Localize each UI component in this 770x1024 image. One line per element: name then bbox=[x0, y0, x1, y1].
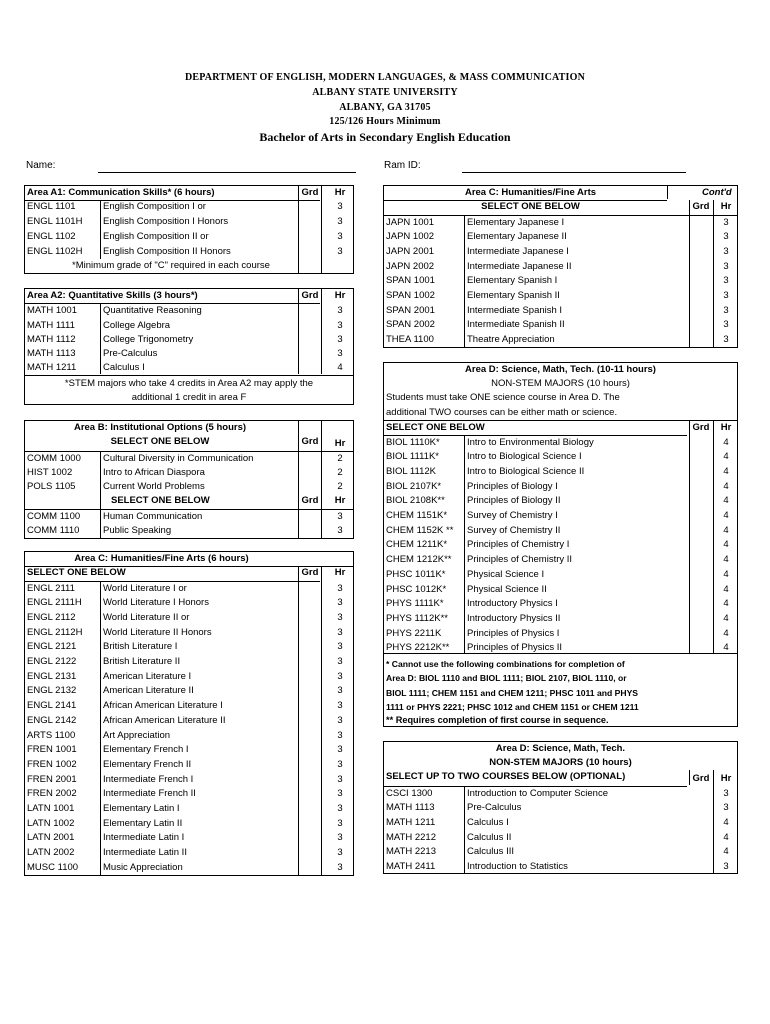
grd-header: Grd bbox=[301, 187, 319, 198]
course-row bbox=[25, 773, 353, 788]
course-hours: 4 bbox=[723, 436, 729, 448]
course-hours: 3 bbox=[337, 847, 343, 859]
course-row bbox=[25, 714, 353, 729]
course-name: Intermediate Latin II bbox=[103, 847, 187, 859]
course-hours: 3 bbox=[337, 861, 343, 873]
course-hours: 3 bbox=[337, 773, 343, 785]
course-code: FREN 1001 bbox=[27, 744, 77, 756]
ram-id-label: Ram ID: bbox=[384, 160, 421, 171]
course-hours: 4 bbox=[723, 451, 729, 463]
course-name: Calculus III bbox=[467, 846, 514, 858]
course-name: Elementary Latin II bbox=[103, 817, 183, 829]
course-hours: 4 bbox=[723, 612, 729, 624]
course-name: Introduction to Computer Science bbox=[467, 787, 608, 799]
course-hours: 4 bbox=[723, 495, 729, 507]
course-name: World Literature I or bbox=[103, 582, 187, 594]
course-code: BIOL 2108K** bbox=[386, 495, 445, 507]
course-code: JAPN 2001 bbox=[386, 245, 435, 257]
course-name: Intermediate Latin I bbox=[103, 832, 185, 844]
course-code: BIOL 1111K* bbox=[386, 451, 439, 463]
area-b-select-1: SELECT ONE BELOW bbox=[110, 436, 210, 447]
area-d-optional-select: SELECT UP TO TWO COURSES BELOW (OPTIONAL) bbox=[386, 771, 626, 782]
course-row: ENGL 1102 English Composition II or 3 bbox=[27, 231, 343, 242]
course-code: SPAN 1002 bbox=[386, 290, 435, 301]
course-row bbox=[384, 831, 737, 846]
area-a2-header: Area A2: Quantitative Skills (3 hours*) Grd Hr bbox=[25, 289, 353, 304]
course-hours: 3 bbox=[337, 700, 343, 712]
area-d-desc-2: additional TWO courses can be either math or science. bbox=[386, 407, 618, 418]
course-name: Introductory Physics I bbox=[467, 598, 558, 610]
course-name: Pre-Calculus bbox=[467, 802, 522, 814]
course-hours: 4 bbox=[723, 568, 729, 580]
course-row bbox=[384, 450, 737, 465]
course-code: MATH 2411 bbox=[386, 861, 436, 872]
course-name: Principles of Chemistry II bbox=[467, 554, 573, 566]
area-d-note-3: BIOL 1111; CHEM 1151 and CHEM 1211; PHSC 1011 and PHYS bbox=[386, 688, 639, 698]
course-hours: 4 bbox=[723, 583, 729, 595]
area-a1-table bbox=[24, 185, 354, 274]
course-row bbox=[384, 274, 737, 289]
area-c-contd-select: SELECT ONE BELOW bbox=[481, 201, 580, 212]
course-code: JAPN 1001 bbox=[386, 216, 435, 228]
course-code: SPAN 1001 bbox=[386, 275, 435, 287]
course-row: COMM 1000 Cultural Diversity in Communication 2 bbox=[27, 453, 343, 464]
course-row bbox=[25, 640, 353, 655]
course-name: Intro to Biological Science II bbox=[467, 465, 585, 477]
course-hours: 3 bbox=[337, 817, 343, 829]
course-code: CHEM 1151K* bbox=[386, 510, 448, 521]
course-hours: 3 bbox=[337, 744, 343, 756]
course-code: CHEM 1212K** bbox=[386, 554, 452, 566]
course-hours: 4 bbox=[723, 554, 729, 566]
course-name: Elementary Latin I bbox=[103, 803, 180, 814]
course-row: COMM 1110 Public Speaking 3 bbox=[27, 525, 343, 536]
area-c-select: SELECT ONE BELOW bbox=[27, 567, 126, 578]
course-code: ENGL 2122 bbox=[27, 656, 77, 667]
course-row bbox=[384, 245, 737, 260]
course-name: Music Appreciation bbox=[103, 861, 183, 873]
area-a1-title: Area A1: Communication Skills* (6 hours) bbox=[27, 187, 215, 198]
course-name: Survey of Chemistry II bbox=[467, 524, 561, 536]
course-code: THEA 1100 bbox=[386, 334, 434, 346]
course-hours: 4 bbox=[723, 816, 729, 828]
area-c-contd-title: Area C: Humanities/Fine Arts bbox=[464, 187, 597, 198]
course-hours: 3 bbox=[337, 656, 343, 667]
name-label: Name: bbox=[26, 160, 56, 171]
course-row bbox=[384, 318, 737, 333]
course-name: Intermediate French II bbox=[103, 788, 196, 800]
course-hours: 3 bbox=[337, 803, 343, 814]
course-name: Intermediate Spanish II bbox=[467, 319, 565, 331]
course-code: PHYS 2212K** bbox=[386, 642, 450, 654]
area-d-subtitle: NON-STEM MAJORS (10 hours) bbox=[491, 378, 630, 389]
course-name: American Literature I bbox=[103, 670, 192, 682]
course-code: ENGL 2131 bbox=[27, 670, 77, 682]
course-row bbox=[25, 729, 353, 744]
course-row bbox=[384, 801, 737, 816]
course-row bbox=[384, 597, 737, 612]
course-row bbox=[384, 860, 737, 875]
course-code: PHYS 1111K* bbox=[386, 598, 444, 610]
course-row: MATH 1001 Quantitative Reasoning 3 bbox=[27, 305, 343, 316]
course-hours: 3 bbox=[337, 788, 343, 800]
area-c-table: Area C: Humanities/Fine Arts (6 hours) SELECT ONE BELOW Grd Hr ENGL 2111 World Literature I or 3 ENGL 2111H World Literature I Honors 3 ENGL 2112 World Literature II or 3 ENGL 2112H World Literature II Honors 3 ENGL 2121 British Literature I 3 ENGL 2122 British Literature II 3 ENGL 2131 American Literature I 3 ENGL 2132 American Literature II 3 ENGL 2141 African American Literature I 3 ENGL 2142 African American Literature II 3 ARTS 1100 Art Appreciation 3 FREN 1001 Elementary French I 3 FREN 1002 Elementary French II 3 FREN 2001 Intermediate French I 3 FREN 2002 Intermediate French II 3 LATN 1001 Elementary Latin I 3 LATN 1002 Elementary Latin II 3 LATN 2001 Intermediate Latin I 3 LATN 2002 Intermediate Latin II 3 MUSC 1100 Music Appreciation 3 bbox=[24, 551, 354, 876]
course-row bbox=[25, 861, 353, 876]
course-row bbox=[25, 743, 353, 758]
course-row: MATH 1113 Pre-Calculus 3 bbox=[27, 348, 343, 359]
city-heading: ALBANY, GA 31705 bbox=[339, 102, 431, 113]
course-name: Theatre Appreciation bbox=[467, 334, 555, 346]
course-hours: 3 bbox=[723, 334, 729, 346]
course-name: Calculus I bbox=[467, 816, 509, 828]
course-code: ENGL 2142 bbox=[27, 714, 77, 726]
course-code: ENGL 2111H bbox=[27, 597, 82, 609]
course-name: Principles of Physics II bbox=[467, 642, 563, 654]
course-row bbox=[384, 216, 737, 231]
course-code: CSCI 1300 bbox=[386, 787, 433, 799]
course-code: JAPN 1002 bbox=[386, 231, 435, 243]
course-row: HIST 1002 Intro to African Diaspora 2 bbox=[27, 467, 343, 478]
area-a1-note: *Minimum grade of "C" required in each course bbox=[72, 260, 270, 271]
course-hours: 3 bbox=[337, 641, 343, 653]
course-name: Intermediate Japanese I bbox=[467, 245, 569, 257]
course-row bbox=[25, 611, 353, 626]
area-a2-note-2: additional 1 credit in area F bbox=[131, 392, 247, 403]
area-b-select-2: SELECT ONE BELOW bbox=[111, 495, 210, 506]
course-row bbox=[384, 230, 737, 245]
course-name: Principles of Physics I bbox=[467, 627, 560, 639]
course-row bbox=[384, 524, 737, 539]
course-hours: 4 bbox=[723, 598, 729, 610]
course-hours: 4 bbox=[723, 510, 729, 521]
course-code: BIOL 1112K bbox=[386, 465, 436, 477]
course-row bbox=[384, 583, 737, 598]
course-name: British Literature I bbox=[103, 641, 178, 653]
course-row: COMM 1100 Human Communication 3 bbox=[27, 511, 343, 522]
course-row bbox=[384, 494, 737, 509]
course-row bbox=[384, 304, 737, 319]
course-code: MUSC 1100 bbox=[27, 861, 79, 873]
area-b-table: Area B: Institutional Options (5 hours) SELECT ONE BELOW Grd Hr COMM 1000 Cultural Diversity in Communication 2 HIST 1002 Intro to African Diaspora 2 POLS 1105 Current World Problems 2 SELECT ONE BELOW Grd Hr COMM 1100 Human Communication 3 COMM 1110 Public Speaking 3 bbox=[24, 420, 354, 539]
area-c-title: Area C: Humanities/Fine Arts (6 hours) bbox=[74, 553, 249, 564]
course-hours: 4 bbox=[723, 846, 729, 858]
course-code: SPAN 2001 bbox=[386, 304, 435, 316]
course-hours: 3 bbox=[723, 275, 729, 287]
area-c-contd-table: Area C: Humanities/Fine Arts Cont'd SELECT ONE BELOW Grd Hr JAPN 1001 Elementary Japanese I 3 JAPN 1002 Elementary Japanese II 3 JAPN 2001 Intermediate Japanese I 3 JAPN 2002 Intermediate Japanese II 3 SPAN 1001 Elementary Spanish I 3 SPAN 1002 Elementary Spanish II 3 SPAN 2001 Intermediate Spanish I 3 SPAN 2002 Intermediate Spanish II 3 THEA 1100 Theatre Appreciation 3 bbox=[383, 185, 738, 348]
area-d-note-2: Area D: BIOL 1110 and BIOL 1111; BIOL 2107, BIOL 1110, or bbox=[386, 673, 627, 683]
degree-title: Bachelor of Arts in Secondary English Education bbox=[259, 130, 511, 144]
course-row bbox=[25, 758, 353, 773]
course-row bbox=[384, 816, 737, 831]
course-row bbox=[384, 612, 737, 627]
course-row bbox=[25, 582, 353, 597]
area-d-note-1: * Cannot use the following combinations for completion of bbox=[386, 659, 625, 669]
course-row bbox=[384, 333, 737, 348]
course-row bbox=[25, 787, 353, 802]
course-name: Introduction to Statistics bbox=[467, 861, 568, 872]
course-hours: 3 bbox=[723, 861, 729, 872]
area-a2-note-1: *STEM majors who take 4 credits in Area A2 may apply the bbox=[64, 378, 314, 389]
course-hours: 3 bbox=[723, 245, 729, 257]
course-row bbox=[25, 684, 353, 699]
ram-id-field[interactable] bbox=[462, 172, 686, 173]
hr-header: Hr bbox=[334, 187, 346, 198]
course-hours: 3 bbox=[723, 802, 729, 814]
course-name: Elementary French I bbox=[103, 744, 189, 756]
course-row: MATH 1112 College Trigonometry 3 bbox=[27, 334, 343, 345]
course-hours: 3 bbox=[337, 626, 343, 638]
course-code: SPAN 2002 bbox=[386, 319, 435, 331]
course-row: MATH 1111 College Algebra 3 bbox=[27, 320, 343, 331]
course-code: LATN 1002 bbox=[27, 817, 75, 829]
course-code: ENGL 2112H bbox=[27, 626, 83, 638]
course-hours: 3 bbox=[723, 290, 729, 301]
course-hours: 3 bbox=[337, 832, 343, 844]
course-row bbox=[384, 568, 737, 583]
course-row bbox=[25, 655, 353, 670]
course-hours: 3 bbox=[723, 231, 729, 243]
course-hours: 3 bbox=[723, 787, 729, 799]
course-name: Physical Science I bbox=[467, 568, 545, 580]
course-row bbox=[25, 626, 353, 641]
course-row bbox=[25, 817, 353, 832]
course-row bbox=[25, 802, 353, 817]
course-name: Art Appreciation bbox=[103, 729, 171, 741]
course-name: World Literature II Honors bbox=[103, 626, 212, 638]
name-field[interactable] bbox=[98, 172, 356, 173]
area-a2-table bbox=[24, 288, 354, 405]
course-hours: 3 bbox=[723, 319, 729, 331]
course-row bbox=[384, 787, 737, 802]
course-code: MATH 1113 bbox=[386, 802, 435, 814]
course-hours: 4 bbox=[723, 465, 729, 477]
course-name: African American Literature I bbox=[103, 700, 223, 712]
course-name: Calculus II bbox=[467, 831, 512, 843]
course-row: ENGL 1101H English Composition I Honors 3 bbox=[27, 216, 343, 227]
course-code: ENGL 2132 bbox=[27, 685, 77, 697]
course-row: ENGL 1102H English Composition II Honors 3 bbox=[27, 246, 343, 257]
course-hours: 4 bbox=[723, 642, 729, 654]
course-hours: 3 bbox=[337, 582, 343, 594]
course-row bbox=[384, 553, 737, 568]
course-name: Introductory Physics II bbox=[467, 612, 561, 624]
course-row bbox=[25, 596, 353, 611]
course-row bbox=[384, 436, 737, 451]
course-hours: 3 bbox=[337, 597, 343, 609]
course-name: Intro to Environmental Biology bbox=[467, 436, 594, 448]
course-code: LATN 2001 bbox=[27, 832, 75, 844]
university-heading: ALBANY STATE UNIVERSITY bbox=[312, 87, 458, 98]
course-code: ENGL 2141 bbox=[27, 700, 77, 712]
course-code: ENGL 2121 bbox=[27, 641, 77, 653]
course-code: PHSC 1011K* bbox=[386, 568, 446, 580]
course-code: ARTS 1100 bbox=[27, 729, 76, 741]
course-row bbox=[384, 480, 737, 495]
course-code: LATN 1001 bbox=[27, 803, 75, 814]
course-row bbox=[25, 670, 353, 685]
course-row bbox=[25, 831, 353, 846]
area-d-table: Area D: Science, Math, Tech. (10-11 hours) NON-STEM MAJORS (10 hours) Students must take ONE science course in Area D. The additional TWO courses can be either math or science. SELECT ONE BELOW Grd Hr BIOL 1110K* Intro to Environmental Biology 4 BIOL 1111K* Intro to Biological Science I 4 BIOL 1112K Intro to Biological Science II 4 BIOL 2107K* Principles of Biology I 4 BIOL 2108K** Principles of Biology II 4 CHEM 1151K* Survey of Chemistry I 4 CHEM 1152K ** Survey of Chemistry II 4 CHEM 1211K* Principles of Chemistry I 4 CHEM 1212K** Principles of Chemistry II 4 PHSC 1011K* Physical Science I 4 PHSC 1012K* Physical Science II 4 PHYS 1111K* Introductory Physics I 4 PHYS 1112K** Introductory Physics II 4 PHYS 2211K Principles of Physics I 4 PHYS 2212K** Principles of Physics II 4 * Cannot use the following combinations for completion of Area D: BIOL 1110 and BIOL 1111; BIOL 2107, BIOL 1110, or BIOL 1111; CHEM 1151 and CHEM 1211; PHSC 1011 and PHYS 1111 or PHYS 2221; PHSC 1012 and CHEM 1151 or CHEM 1211 ** Requires completion of first course in sequence. bbox=[383, 362, 738, 727]
course-name: Principles of Biology II bbox=[467, 495, 561, 507]
course-code: CHEM 1152K ** bbox=[386, 524, 454, 536]
course-name: Elementary Japanese I bbox=[467, 216, 565, 228]
course-code: FREN 1002 bbox=[27, 758, 77, 770]
area-d-note-4: 1111 or PHYS 2221; PHSC 1012 and CHEM 1151 or CHEM 1211 bbox=[386, 702, 639, 712]
course-code: PHYS 1112K** bbox=[386, 612, 448, 624]
course-row bbox=[384, 465, 737, 480]
course-hours: 3 bbox=[337, 729, 343, 741]
course-hours: 3 bbox=[337, 714, 343, 726]
course-code: LATN 2002 bbox=[27, 847, 75, 859]
area-d-optional-title: Area D: Science, Math, Tech. bbox=[495, 743, 626, 754]
area-a2-title: Area A2: Quantitative Skills (3 hours*) bbox=[27, 290, 198, 301]
course-name: Physical Science II bbox=[467, 583, 547, 595]
area-d-optional-subtitle: NON-STEM MAJORS (10 hours) bbox=[489, 757, 632, 768]
hours-heading: 125/126 Hours Minimum bbox=[329, 116, 441, 127]
course-name: Elementary French II bbox=[103, 758, 192, 770]
course-row bbox=[384, 260, 737, 275]
course-code: PHYS 2211K bbox=[386, 627, 442, 639]
course-row bbox=[384, 289, 737, 304]
area-d-desc-1: Students must take ONE science course in Area D. The bbox=[386, 392, 620, 403]
course-name: British Literature II bbox=[103, 656, 181, 667]
course-name: Intermediate French I bbox=[103, 773, 194, 785]
course-code: FREN 2001 bbox=[27, 773, 77, 785]
course-hours: 3 bbox=[337, 685, 343, 697]
course-row bbox=[25, 699, 353, 714]
course-hours: 3 bbox=[337, 758, 343, 770]
course-hours: 4 bbox=[723, 524, 729, 536]
course-name: Intermediate Spanish I bbox=[467, 304, 563, 316]
course-row bbox=[384, 627, 737, 642]
course-name: African American Literature II bbox=[103, 714, 226, 726]
area-d-title: Area D: Science, Math, Tech. (10-11 hours) bbox=[465, 364, 656, 375]
course-code: ENGL 2112 bbox=[27, 611, 76, 623]
course-code: MATH 1211 bbox=[386, 816, 436, 828]
course-name: Principles of Biology I bbox=[467, 480, 558, 492]
contd-label: Cont'd bbox=[702, 187, 732, 198]
course-code: BIOL 1110K* bbox=[386, 436, 440, 448]
area-d-note-5: ** Requires completion of first course in sequence. bbox=[386, 715, 609, 725]
course-row: ENGL 1101 English Composition I or 3 bbox=[27, 201, 343, 212]
course-row: MATH 1211 Calculus I 4 bbox=[27, 362, 343, 373]
course-hours: 4 bbox=[723, 539, 729, 551]
course-hours: 3 bbox=[723, 304, 729, 316]
course-name: Intro to Biological Science I bbox=[467, 451, 582, 463]
department-heading: DEPARTMENT OF ENGLISH, MODERN LANGUAGES, & MASS COMMUNICATION bbox=[184, 72, 586, 83]
course-hours: 4 bbox=[723, 831, 729, 843]
course-code: JAPN 2002 bbox=[386, 260, 435, 272]
course-row bbox=[384, 845, 737, 860]
course-name: Elementary Spanish I bbox=[467, 275, 558, 287]
course-row: POLS 1105 Current World Problems 2 bbox=[27, 481, 343, 492]
course-row bbox=[384, 538, 737, 553]
course-name: World Literature II or bbox=[103, 611, 190, 623]
course-name: American Literature II bbox=[103, 685, 194, 697]
course-name: Principles of Chemistry I bbox=[467, 539, 570, 551]
course-code: MATH 2212 bbox=[386, 831, 436, 843]
course-name: Intermediate Japanese II bbox=[467, 260, 572, 272]
course-code: ENGL 2111 bbox=[27, 582, 75, 594]
course-name: Elementary Japanese II bbox=[467, 231, 567, 243]
course-hours: 3 bbox=[337, 670, 343, 682]
course-name: Elementary Spanish II bbox=[467, 290, 560, 301]
area-a1-header bbox=[25, 186, 353, 201]
course-hours: 3 bbox=[337, 611, 343, 623]
course-code: MATH 2213 bbox=[386, 846, 436, 858]
course-name: Survey of Chemistry I bbox=[467, 510, 558, 521]
course-row bbox=[25, 846, 353, 861]
course-hours: 4 bbox=[723, 627, 729, 639]
course-hours: 3 bbox=[723, 260, 729, 272]
course-hours: 4 bbox=[723, 480, 729, 492]
area-d-optional-table: Area D: Science, Math, Tech. NON-STEM MAJORS (10 hours) SELECT UP TO TWO COURSES BELOW (OPTIONAL) Grd Hr CSCI 1300 Introduction to Computer Science 3 MATH 1113 Pre-Calculus 3 MATH 1211 Calculus I 4 MATH 2212 Calculus II 4 MATH 2213 Calculus III 4 MATH 2411 Introduction to Statistics 3 bbox=[383, 741, 738, 874]
course-code: FREN 2002 bbox=[27, 788, 77, 800]
course-name: World Literature I Honors bbox=[103, 597, 209, 609]
course-row bbox=[384, 509, 737, 524]
course-hours: 3 bbox=[723, 216, 729, 228]
course-code: BIOL 2107K* bbox=[386, 480, 442, 492]
area-d-select: SELECT ONE BELOW bbox=[386, 422, 485, 433]
area-b-title: Area B: Institutional Options (5 hours) bbox=[73, 422, 247, 433]
course-code: CHEM 1211K* bbox=[386, 539, 448, 551]
course-code: PHSC 1012K* bbox=[386, 583, 447, 595]
